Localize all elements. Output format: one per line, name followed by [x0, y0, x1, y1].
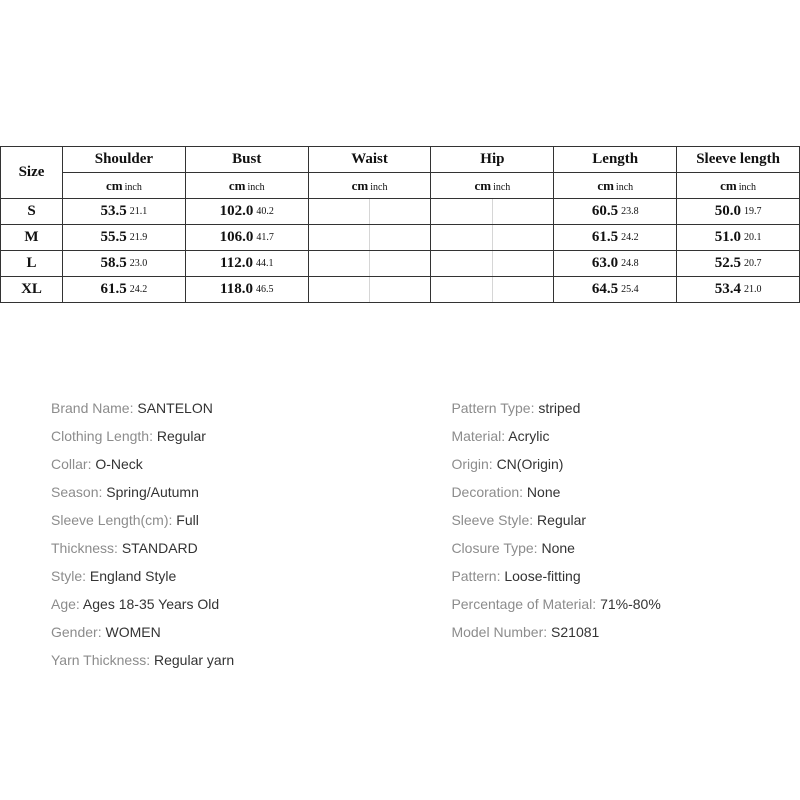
value-cm: 64.5 — [591, 281, 619, 297]
spec-item — [51, 398, 451, 426]
value-inch: 21.1 — [129, 206, 148, 217]
spec-value: Ages 18-35 Years Old — [82, 596, 220, 612]
spec-value: Regular — [156, 428, 206, 444]
value-cm: 61.5 — [100, 281, 127, 297]
spec-value: Regular — [537, 512, 587, 528]
size-column-header: Size — [1, 147, 63, 199]
spec-label: Gender: — [51, 624, 106, 640]
table-row — [1, 251, 800, 277]
spec-value: Full — [176, 512, 199, 528]
value-inch: 24.2 — [129, 284, 148, 295]
value-cm: 51.0 — [714, 229, 741, 245]
value-inch: 41.7 — [256, 232, 274, 243]
spec-value: SANTELON — [137, 400, 213, 416]
spec-item — [451, 398, 771, 426]
value-cm: 53.5 — [100, 203, 127, 219]
value-cm: 60.5 — [591, 203, 619, 219]
spec-value: STANDARD — [121, 540, 198, 556]
spec-value: WOMEN — [105, 624, 161, 640]
measurement-cell — [554, 199, 677, 225]
spec-label: Yarn Thickness: — [51, 652, 154, 668]
size-label: S — [1, 199, 63, 225]
value-inch: 21.9 — [129, 232, 148, 243]
value-cm: 106.0 — [219, 229, 254, 245]
value-cm: 63.0 — [591, 255, 619, 271]
table-row — [1, 199, 800, 225]
value-inch: 20.1 — [743, 232, 762, 243]
value-inch: 46.5 — [255, 284, 274, 295]
measurement-cell — [185, 199, 308, 225]
spec-item — [51, 594, 451, 622]
spec-item — [51, 426, 451, 454]
value-inch: 23.8 — [621, 206, 639, 217]
value-cm: 50.0 — [714, 203, 741, 219]
spec-item — [51, 650, 451, 678]
spec-label: Percentage of Material: — [451, 596, 601, 612]
unit-header-row — [1, 173, 800, 199]
unit-header-2 — [308, 173, 431, 199]
value-cm: 52.5 — [714, 255, 741, 271]
spec-item — [51, 538, 451, 566]
table-row — [1, 277, 800, 303]
column-header-sleeve-length: Sleeve length — [677, 147, 800, 173]
unit-header-4 — [554, 173, 677, 199]
product-specifications — [51, 398, 771, 678]
unit-inch-label: inch — [124, 181, 142, 193]
size-chart-table — [0, 146, 800, 303]
column-header-length: Length — [554, 147, 677, 173]
value-inch: 20.7 — [743, 258, 762, 269]
size-label: XL — [1, 277, 63, 303]
spec-item — [451, 426, 771, 454]
spec-value: CN(Origin) — [496, 456, 564, 472]
value-inch: 23.0 — [129, 258, 148, 269]
unit-header-1 — [185, 173, 308, 199]
spec-label: Style: — [51, 568, 90, 584]
unit-cm-label: cm — [474, 177, 492, 193]
value-cm: 112.0 — [220, 255, 253, 271]
column-header-shoulder: Shoulder — [63, 147, 186, 173]
measurement-cell — [63, 251, 186, 277]
spec-label: Collar: — [51, 456, 96, 472]
size-label: M — [1, 225, 63, 251]
spec-label: Closure Type: — [451, 540, 542, 556]
spec-label: Season: — [51, 484, 107, 500]
spec-item — [51, 454, 451, 482]
value-cm: 53.4 — [714, 281, 741, 297]
column-header-hip: Hip — [431, 147, 554, 173]
value-cm: 61.5 — [591, 229, 619, 245]
value-inch: 21.0 — [743, 284, 762, 295]
spec-value: striped — [538, 400, 581, 416]
measurement-cell — [677, 277, 800, 303]
spec-item — [51, 482, 451, 510]
value-inch: 24.2 — [621, 232, 639, 243]
spec-value: S21081 — [551, 624, 600, 640]
unit-cm-label: cm — [597, 177, 614, 193]
value-inch: 25.4 — [621, 284, 639, 295]
spec-value: 71%-80% — [600, 596, 661, 612]
measurement-cell — [308, 251, 431, 277]
unit-cm-label: cm — [106, 177, 123, 193]
measurement-cell — [63, 199, 186, 225]
measurement-cell — [63, 277, 186, 303]
spec-label: Sleeve Length(cm): — [51, 512, 177, 528]
spec-value: None — [541, 540, 575, 556]
measurement-cell — [308, 225, 431, 251]
spec-label: Material: — [451, 428, 509, 444]
spec-value: Acrylic — [508, 428, 550, 444]
spec-item — [451, 454, 771, 482]
spec-column-right — [451, 398, 771, 678]
spec-item — [451, 594, 771, 622]
spec-item — [51, 622, 451, 650]
size-table-body — [1, 199, 800, 303]
measurement-cell — [308, 199, 431, 225]
unit-inch-label: inch — [493, 181, 511, 193]
spec-value: Regular yarn — [153, 652, 235, 668]
measurement-cell — [431, 277, 554, 303]
spec-label: Brand Name: — [51, 400, 138, 416]
value-cm: 55.5 — [100, 229, 127, 245]
value-cm: 58.5 — [100, 255, 127, 271]
size-label: L — [1, 251, 63, 277]
column-header-bust: Bust — [185, 147, 308, 173]
spec-item — [51, 510, 451, 538]
spec-value: Spring/Autumn — [106, 484, 199, 500]
spec-label: Sleeve Style: — [451, 512, 538, 528]
measurement-cell — [554, 251, 677, 277]
spec-item — [451, 510, 771, 538]
spec-label: Decoration: — [451, 484, 527, 500]
spec-label: Thickness: — [51, 540, 122, 556]
measurement-cell — [554, 225, 677, 251]
unit-cm-label: cm — [228, 177, 246, 193]
unit-inch-label: inch — [738, 181, 756, 193]
unit-inch-label: inch — [247, 181, 265, 193]
spec-label: Age: — [51, 596, 83, 612]
measurement-cell — [63, 225, 186, 251]
column-header-waist: Waist — [308, 147, 431, 173]
spec-item — [51, 566, 451, 594]
spec-item — [451, 566, 771, 594]
measurement-cell — [677, 251, 800, 277]
spec-label: Model Number: — [451, 624, 552, 640]
spec-label: Origin: — [451, 456, 497, 472]
measurement-cell — [554, 277, 677, 303]
spec-value: O-Neck — [95, 456, 143, 472]
spec-item — [451, 538, 771, 566]
measurement-cell — [431, 199, 554, 225]
spec-label: Pattern: — [451, 568, 505, 584]
measurement-cell — [308, 277, 431, 303]
spec-item — [451, 622, 771, 650]
spec-value: None — [526, 484, 561, 500]
table-row — [1, 225, 800, 251]
measurement-cell — [185, 251, 308, 277]
value-cm: 102.0 — [219, 203, 254, 219]
measurement-cell — [431, 251, 554, 277]
measurement-cell — [185, 225, 308, 251]
unit-inch-label: inch — [615, 181, 634, 193]
spec-value: England Style — [89, 568, 177, 584]
unit-header-5 — [677, 173, 800, 199]
spec-item — [451, 482, 771, 510]
unit-header-0 — [63, 173, 186, 199]
measurement-cell — [677, 199, 800, 225]
spec-value: Loose-fitting — [504, 568, 581, 584]
measurement-cell — [185, 277, 308, 303]
unit-inch-label: inch — [370, 181, 388, 193]
unit-header-3 — [431, 173, 554, 199]
value-inch: 44.1 — [255, 258, 274, 269]
value-inch: 24.8 — [621, 258, 639, 269]
unit-cm-label: cm — [720, 177, 737, 193]
spec-column-left — [51, 398, 451, 678]
measurement-cell — [677, 225, 800, 251]
measurement-cell — [431, 225, 554, 251]
spec-label: Pattern Type: — [451, 400, 539, 416]
value-inch: 19.7 — [743, 206, 762, 217]
unit-cm-label: cm — [351, 177, 369, 193]
value-cm: 118.0 — [220, 281, 253, 297]
value-inch: 40.2 — [256, 206, 274, 217]
spec-label: Clothing Length: — [51, 428, 157, 444]
